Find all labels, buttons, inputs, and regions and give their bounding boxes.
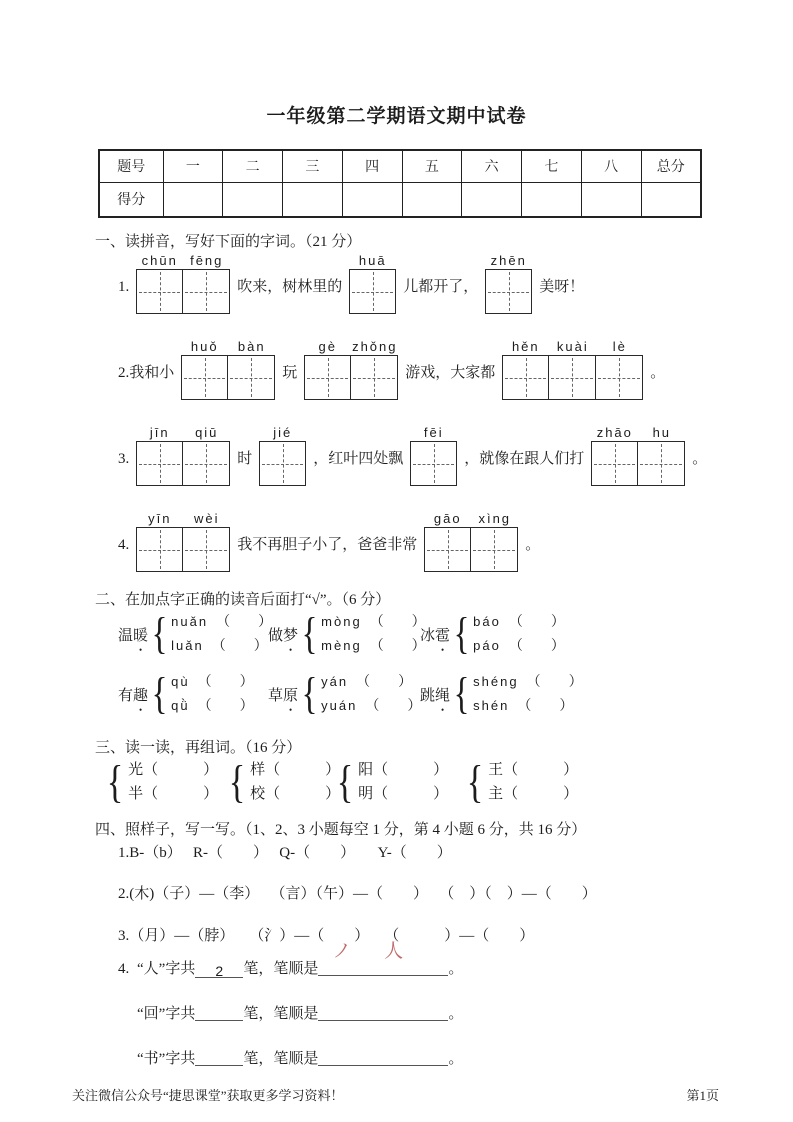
tianzige-writing-box (485, 269, 532, 314)
target-word (420, 684, 450, 705)
tianzige-writing-box (351, 355, 398, 400)
sentence-text: 游戏，大家都 (405, 365, 496, 381)
pronunciation-options (473, 610, 565, 658)
target-word (118, 684, 148, 705)
pronunciation-options (171, 670, 253, 718)
score-blank-cell (342, 182, 402, 217)
pronunciation-option (321, 634, 426, 658)
word-character: 温 (118, 627, 134, 644)
curly-brace: { (336, 756, 354, 807)
curly-brace: { (151, 669, 168, 718)
section4-heading: 四、照样子，写一写。（1、2、3 小题每空 1 分，第 4 小题 6 分，共 16 分） (95, 822, 587, 838)
pinyin-label: zhǒng (352, 339, 398, 354)
pinyin-label: lè (612, 339, 627, 354)
section4-line3: 3.（月）—（脖） （氵）—（ ） （ ）—（ ） (118, 928, 535, 944)
option-pinyin: qǜ (171, 698, 190, 713)
option-pinyin: qù (171, 674, 190, 689)
score-table-cell: 总分 (641, 150, 701, 182)
tianzige-cell (181, 338, 228, 400)
answer-parentheses: （ ） (508, 615, 565, 630)
pronunciation-group (268, 670, 421, 718)
section4-stroke-order-lines (118, 941, 464, 1093)
word-building-rows (250, 758, 340, 806)
curly-brace: { (151, 609, 168, 658)
pronunciation-options (321, 670, 421, 718)
word-building-row: 半（ ） (128, 786, 219, 802)
target-word (268, 684, 298, 705)
word-building-group (226, 758, 340, 806)
option-pinyin: báo (473, 614, 501, 629)
pinyin-label: hu (652, 425, 672, 440)
word-character: 趣 (133, 687, 149, 704)
option-pinyin: páo (473, 638, 501, 653)
page-footer (72, 1085, 719, 1104)
word-building-rows (358, 758, 448, 806)
pinyin-sentence-line (118, 252, 738, 314)
score-table-cell: 二 (223, 150, 283, 182)
sentence-text: 4. (118, 537, 130, 553)
pinyin-label: zhēn (490, 253, 527, 268)
sentence-text: 。 (525, 537, 541, 553)
stroke-count-blank: 2 (195, 960, 243, 978)
word-character: 原 (283, 687, 299, 704)
tianzige-cell (228, 338, 275, 400)
tianzige-cell (349, 252, 396, 314)
pronunciation-option (321, 610, 426, 634)
word-character: 暖 (133, 627, 149, 644)
sentence-text: 。 (650, 365, 666, 381)
pronunciation-option (473, 670, 582, 694)
word-character: 草 (268, 687, 284, 704)
answer-parentheses: （ ） (197, 699, 254, 714)
tianzige-group (304, 338, 398, 400)
tianzige-writing-box (349, 269, 396, 314)
tianzige-writing-box (181, 355, 228, 400)
score-table-cell: 六 (462, 150, 522, 182)
section1-pinyin-lines (118, 252, 738, 596)
tianzige-cell (183, 510, 230, 572)
sentence-text: 。 (692, 451, 708, 467)
stroke-count-blank (195, 1048, 243, 1066)
pronunciation-option (171, 634, 272, 658)
score-table-cell: 五 (402, 150, 462, 182)
pinyin-label: xìng (478, 511, 512, 526)
tianzige-cell (136, 424, 183, 486)
stroke-order-line (118, 1003, 463, 1025)
stroke-line-suffix: 。 (448, 1006, 464, 1022)
word-character: 做 (268, 627, 284, 644)
sentence-text: 玩 (282, 365, 298, 381)
option-pinyin: mòng (321, 614, 362, 629)
score-table-cell: 得分 (99, 182, 163, 217)
pinyin-label: bàn (237, 339, 266, 354)
tianzige-writing-box (549, 355, 596, 400)
pinyin-label: jīn (149, 425, 170, 440)
pinyin-label: hěn (511, 339, 540, 354)
answer-parentheses: （ ） (216, 615, 273, 630)
tianzige-writing-box (304, 355, 351, 400)
sentence-text: ，就像在跟人们打 (464, 451, 585, 467)
tianzige-writing-box (228, 355, 275, 400)
pinyin-label: fēi (423, 425, 444, 440)
tianzige-writing-box (596, 355, 643, 400)
pinyin-label: gāo (433, 511, 462, 526)
answer-parentheses: （ ） (369, 639, 426, 654)
score-table-cell: 一 (163, 150, 223, 182)
footer-page-number: 第1页 (686, 1088, 719, 1103)
tianzige-group (591, 424, 685, 486)
word-building-group (464, 758, 578, 806)
pronunciation-group (420, 670, 583, 718)
option-pinyin: yuán (321, 698, 358, 713)
word-building-group (334, 758, 448, 806)
score-table-cell: 四 (342, 150, 402, 182)
curly-brace: { (453, 669, 470, 718)
word-character: 梦 (283, 627, 299, 644)
pronunciation-group (118, 610, 272, 658)
score-table-cell: 三 (283, 150, 343, 182)
pinyin-sentence-line (118, 510, 738, 572)
word-character: 冰 (420, 627, 436, 644)
tianzige-cell (502, 338, 549, 400)
pinyin-label: fēng (190, 253, 224, 268)
pinyin-sentence-line (118, 338, 738, 400)
sentence-text: 1. (118, 279, 130, 295)
section1-heading: 一、读拼音，写好下面的字词。（21 分） (95, 234, 362, 250)
tianzige-writing-box (410, 441, 457, 486)
score-blank-cell (462, 182, 522, 217)
score-table-cell: 七 (522, 150, 582, 182)
answer-parentheses: （ ） (211, 639, 268, 654)
tianzige-writing-box (136, 269, 183, 314)
pronunciation-option (171, 670, 253, 694)
pronunciation-option (473, 694, 582, 718)
score-table-cell: 八 (581, 150, 641, 182)
tianzige-group (136, 252, 230, 314)
tianzige-cell (596, 338, 643, 400)
stroke-line-mid: 笔，笔顺是 (243, 961, 319, 977)
pinyin-label: kuài (556, 339, 589, 354)
pinyin-label: qiū (195, 425, 219, 440)
stroke-order-blank (318, 941, 448, 976)
tianzige-cell (638, 424, 685, 486)
tianzige-cell (410, 424, 457, 486)
score-blank-cell (402, 182, 462, 217)
word-building-row: 光（ ） (128, 762, 219, 778)
sentence-text: 我不再胆子小了，爸爸非常 (237, 537, 418, 553)
pronunciation-options (171, 610, 272, 658)
section4-line2: 2.(木)（子）—（李） （言）（午）—（ ） （ ）（ ）—（ ） (118, 886, 597, 902)
score-table (98, 149, 702, 218)
tianzige-cell (351, 338, 398, 400)
tianzige-cell (136, 252, 183, 314)
section4-line1: 1.B-（b） R-（ ） Q-（ ） Y-（ ） (118, 845, 452, 861)
answer-parentheses: （ ） (369, 615, 426, 630)
score-table-score-row (99, 182, 701, 217)
stroke-line-mid: 笔，笔顺是 (243, 1006, 319, 1022)
curly-brace: { (106, 756, 124, 807)
tianzige-group (410, 424, 457, 486)
pronunciation-group (420, 610, 565, 658)
curly-brace: { (301, 669, 318, 718)
page-title: 一年级第二学期语文期中试卷 (266, 106, 527, 127)
tianzige-writing-box (259, 441, 306, 486)
pronunciation-options (473, 670, 582, 718)
answer-parentheses: （ ） (365, 699, 422, 714)
word-building-row: 王（ ） (488, 762, 579, 778)
target-word (118, 624, 148, 645)
pinyin-label: huǒ (190, 339, 219, 354)
score-blank-cell (641, 182, 701, 217)
stroke-count-blank (195, 1003, 243, 1021)
pinyin-sentence-line (118, 424, 738, 486)
pinyin-label: wèi (193, 511, 220, 526)
tianzige-group (485, 252, 532, 314)
tianzige-cell (183, 252, 230, 314)
tianzige-writing-box (136, 527, 183, 572)
stroke-line-mid: 笔，笔顺是 (243, 1051, 319, 1067)
tianzige-cell (485, 252, 532, 314)
curly-brace: { (453, 609, 470, 658)
tianzige-writing-box (502, 355, 549, 400)
curly-brace: { (228, 756, 246, 807)
stroke-order-line (118, 1048, 463, 1070)
score-blank-cell (522, 182, 582, 217)
score-blank-cell (223, 182, 283, 217)
sentence-text: ，红叶四处飘 (313, 451, 404, 467)
sentence-text: 时 (237, 451, 253, 467)
pronunciation-group (118, 670, 254, 718)
tianzige-writing-box (136, 441, 183, 486)
sentence-text: 美呀！ (539, 279, 585, 295)
tianzige-cell (549, 338, 596, 400)
score-blank-cell (581, 182, 641, 217)
tianzige-cell (259, 424, 306, 486)
tianzige-cell (136, 510, 183, 572)
answer-parentheses: （ ） (356, 675, 413, 690)
tianzige-writing-box (591, 441, 638, 486)
pinyin-label: zhāo (596, 425, 633, 440)
section2-heading: 二、在加点字正确的读音后面打“√”。（6 分） (95, 592, 391, 608)
section3-heading: 三、读一读，再组词。（16 分） (95, 740, 302, 756)
word-building-row: 校（ ） (250, 786, 341, 802)
score-blank-cell (163, 182, 223, 217)
word-building-row: 阳（ ） (358, 762, 449, 778)
stroke-line-suffix: 。 (448, 1051, 464, 1067)
option-pinyin: mèng (321, 638, 362, 653)
pronunciation-option (171, 610, 272, 634)
pinyin-label: yīn (148, 511, 172, 526)
word-building-rows (128, 758, 218, 806)
tianzige-group (259, 424, 306, 486)
sentence-text: 吹来，树林里的 (237, 279, 343, 295)
curly-brace: { (466, 756, 484, 807)
tianzige-writing-box (183, 441, 230, 486)
answer-parentheses: （ ） (517, 699, 574, 714)
pronunciation-option (321, 670, 421, 694)
word-building-row: 明（ ） (358, 786, 449, 802)
tianzige-group (136, 424, 230, 486)
option-pinyin: nuǎn (171, 614, 209, 629)
tianzige-writing-box (183, 527, 230, 572)
target-word (268, 624, 298, 645)
tianzige-cell (304, 338, 351, 400)
word-building-rows (488, 758, 578, 806)
word-building-row: 样（ ） (250, 762, 341, 778)
option-pinyin: shén (473, 698, 510, 713)
sentence-text: 儿都开了， (403, 279, 479, 295)
tianzige-group (502, 338, 643, 400)
option-pinyin: luǎn (171, 638, 204, 653)
word-character: 跳 (420, 687, 436, 704)
tianzige-writing-box (424, 527, 471, 572)
tianzige-writing-box (638, 441, 685, 486)
tianzige-writing-box (471, 527, 518, 572)
stroke-order-blank (318, 1003, 448, 1021)
word-character: 雹 (435, 627, 451, 644)
pronunciation-option (473, 610, 565, 634)
tianzige-group (181, 338, 275, 400)
answer-parentheses: （ ） (508, 639, 565, 654)
pinyin-label: gè (318, 339, 338, 354)
pronunciation-option (321, 694, 421, 718)
word-building-group (104, 758, 218, 806)
tianzige-cell (183, 424, 230, 486)
stroke-order-line (118, 941, 464, 980)
stroke-line-prefix: “人”字共 (137, 961, 196, 977)
stroke-line-prefix: “书”字共 (137, 1051, 196, 1067)
tianzige-group (424, 510, 518, 572)
tianzige-cell (471, 510, 518, 572)
handwritten-answer: ノ 人 (332, 941, 418, 962)
pronunciation-options (321, 610, 426, 658)
option-pinyin: shéng (473, 674, 519, 689)
pronunciation-group (268, 610, 426, 658)
tianzige-writing-box (183, 269, 230, 314)
tianzige-group (136, 510, 230, 572)
score-table-header-row (99, 150, 701, 182)
pronunciation-option (171, 694, 253, 718)
score-blank-cell (283, 182, 343, 217)
answer-parentheses: （ ） (197, 675, 254, 690)
footer-promo-text: 关注微信公众号“捷思课堂”获取更多学习资料！ (72, 1088, 344, 1103)
word-building-row: 主（ ） (488, 786, 579, 802)
word-character: 绳 (435, 687, 451, 704)
stroke-order-blank (318, 1048, 448, 1066)
word-character: 有 (118, 687, 134, 704)
score-table-cell: 题号 (99, 150, 163, 182)
pinyin-label: huā (358, 253, 387, 268)
sentence-text: 2.我和小 (118, 365, 175, 381)
question4-number: 4. (118, 961, 130, 977)
pronunciation-option (473, 634, 565, 658)
curly-brace: { (301, 609, 318, 658)
tianzige-cell (424, 510, 471, 572)
pinyin-label: chūn (141, 253, 178, 268)
pinyin-label: jié (273, 425, 293, 440)
tianzige-group (349, 252, 396, 314)
option-pinyin: yán (321, 674, 349, 689)
tianzige-cell (591, 424, 638, 486)
target-word (420, 624, 450, 645)
stroke-line-prefix: “回”字共 (137, 1006, 196, 1022)
stroke-line-suffix: 。 (448, 961, 464, 977)
sentence-text: 3. (118, 451, 130, 467)
answer-parentheses: （ ） (526, 675, 583, 690)
